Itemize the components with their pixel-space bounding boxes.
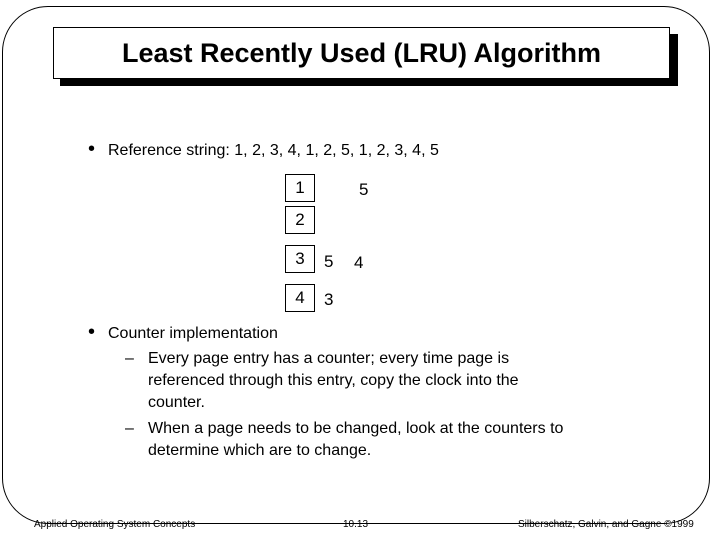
frame-1-value: 1 — [295, 178, 305, 197]
reference-string-text: Reference string: 1, 2, 3, 4, 1, 2, 5, 1, 2, 3, 4, 5 — [108, 142, 439, 159]
bullet-dot: • — [88, 321, 96, 343]
frame-1 — [285, 174, 315, 202]
frame-3-replacement-2: 4 — [354, 253, 364, 272]
frame-1-replacement: 5 — [359, 180, 369, 199]
frame-3-replacement-1: 5 — [324, 252, 334, 271]
sub-item-line: counter. — [148, 394, 205, 411]
footer-page-number: 10.13 — [343, 519, 369, 530]
sub-item-dash: – — [125, 420, 134, 437]
sub-item-line: determine which are to change. — [148, 442, 372, 459]
frame-4-value: 4 — [295, 288, 305, 307]
frame-4-replacement: 3 — [324, 290, 334, 309]
footer-book-title: Applied Operating System Concepts — [34, 519, 196, 530]
frame-3-value: 3 — [295, 249, 305, 268]
counter-implementation-text: Counter implementation — [108, 325, 278, 342]
frame-2-value: 2 — [295, 210, 305, 229]
frame-4 — [285, 284, 315, 312]
slide-title-text: Least Recently Used (LRU) Algorithm — [121, 37, 602, 68]
frame-2 — [285, 206, 315, 234]
sub-item-change — [148, 418, 648, 462]
sub-item-line: Every page entry has a counter; every time page is — [148, 350, 510, 367]
sub-item-dash: – — [125, 350, 134, 367]
sub-item-line: referenced through this entry, copy the clock into the — [148, 372, 519, 389]
footer-authors: Silberschatz, Galvin, and Gagne ©1999 — [518, 519, 694, 530]
slide-title — [53, 27, 670, 79]
sub-item-counter — [148, 348, 648, 414]
sub-item-line: When a page needs to be changed, look at the counters to — [148, 420, 564, 437]
bullet-dot: • — [88, 138, 96, 160]
frame-3 — [285, 245, 315, 273]
